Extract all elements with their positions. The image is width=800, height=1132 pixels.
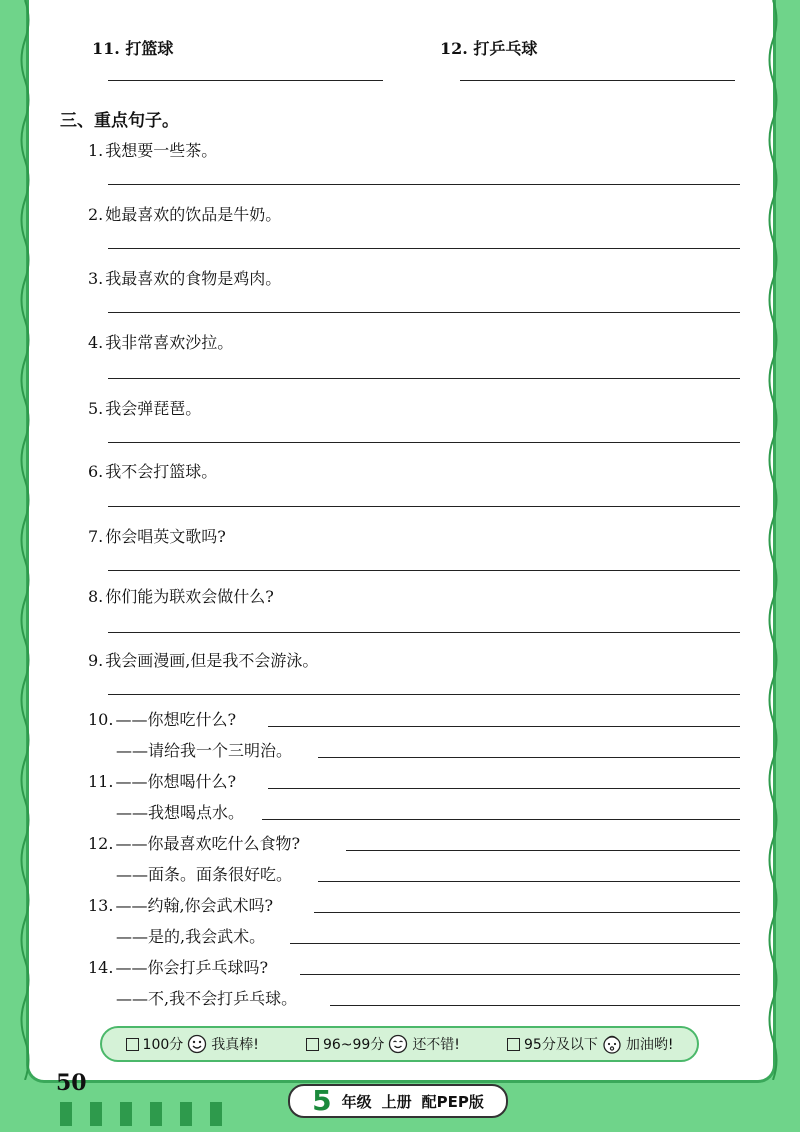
answer-line-top-11[interactable] <box>108 80 383 81</box>
grade-label: 年级 <box>341 1092 372 1111</box>
grade-edition: 配PEP版 <box>421 1092 484 1111</box>
score-comment: 还不错! <box>412 1037 460 1053</box>
answer-line-7[interactable] <box>108 570 740 571</box>
happy-face-icon <box>187 1034 207 1054</box>
top-item-number: 12. <box>440 39 468 58</box>
score-checkbox-96-99[interactable] <box>306 1038 319 1051</box>
answer-line-14-a[interactable] <box>330 1005 740 1006</box>
score-comment: 我真棒! <box>211 1037 259 1053</box>
answer-line-11-q[interactable] <box>268 788 740 789</box>
top-item-text: 打篮球 <box>125 39 174 58</box>
score-comment: 加油哟! <box>625 1037 674 1053</box>
answer-line-10-q[interactable] <box>268 726 740 727</box>
dialogue-10-question: 10. ——你想吃什么? <box>88 710 237 729</box>
dialogue-14-answer: ——不,我不会打乒乓球。 <box>116 989 298 1008</box>
answer-line-12-q[interactable] <box>346 850 740 851</box>
sentence-5: 5. 我会弹琵琶。 <box>88 399 202 418</box>
dialogue-14-question: 14. ——你会打乒乓球吗? <box>88 958 269 977</box>
score-item-96-99 <box>306 1034 460 1054</box>
dialogue-13-question: 13. ——约翰,你会武术吗? <box>88 896 274 915</box>
sentence-1: 1. 我想要一些茶。 <box>88 141 218 160</box>
section-title: 三、重点句子。 <box>60 111 179 131</box>
dialogue-12-question: 12. ——你最喜欢吃什么食物? <box>88 834 301 853</box>
dialogue-10-answer: ——请给我一个三明治。 <box>116 741 293 760</box>
answer-line-11-a[interactable] <box>262 819 740 820</box>
score-range: 96~99分 <box>322 1037 385 1053</box>
score-checkbox-95-below[interactable] <box>507 1038 520 1051</box>
sentence-4: 4. 我非常喜欢沙拉。 <box>88 333 234 352</box>
right-wave-border <box>766 0 780 1080</box>
answer-line-1[interactable] <box>108 184 740 185</box>
score-bar <box>100 1026 699 1062</box>
grade-tag <box>288 1084 508 1118</box>
decorative-stripes <box>60 1098 230 1128</box>
left-wave-border <box>18 0 32 1080</box>
answer-line-4[interactable] <box>108 378 740 379</box>
top-item-11 <box>92 36 173 59</box>
cheer-face-icon <box>602 1034 622 1054</box>
top-item-text: 打乒乓球 <box>473 39 538 58</box>
sentence-7: 7. 你会唱英文歌吗? <box>88 527 226 546</box>
sentence-8: 8. 你们能为联欢会做什么? <box>88 587 274 606</box>
score-item-100 <box>126 1034 259 1054</box>
top-item-number: 11. <box>92 39 120 58</box>
sentence-9: 9. 我会画漫画,但是我不会游泳。 <box>88 651 319 670</box>
answer-line-9[interactable] <box>108 694 740 695</box>
dialogue-11-answer: ——我想喝点水。 <box>116 803 245 822</box>
dialogue-13-answer: ——是的,我会武术。 <box>116 927 266 946</box>
sentence-3: 3. 我最喜欢的食物是鸡肉。 <box>88 269 282 288</box>
answer-line-14-q[interactable] <box>300 974 740 975</box>
dialogue-11-question: 11. ——你想喝什么? <box>88 772 237 791</box>
answer-line-13-a[interactable] <box>290 943 740 944</box>
answer-line-6[interactable] <box>108 506 740 507</box>
score-checkbox-100[interactable] <box>126 1038 139 1051</box>
answer-line-8[interactable] <box>108 632 740 633</box>
smile-face-icon <box>388 1034 408 1054</box>
answer-line-2[interactable] <box>108 248 740 249</box>
grade-number: 5 <box>312 1084 332 1117</box>
answer-line-top-12[interactable] <box>460 80 735 81</box>
score-range: 95分及以下 <box>524 1037 598 1053</box>
answer-line-5[interactable] <box>108 442 740 443</box>
sentence-2: 2. 她最喜欢的饮品是牛奶。 <box>88 205 282 224</box>
grade-volume: 上册 <box>381 1092 412 1111</box>
score-item-95-below <box>507 1034 673 1054</box>
page-number: 50 <box>56 1070 87 1096</box>
score-range: 100分 <box>142 1037 184 1053</box>
answer-line-3[interactable] <box>108 312 740 313</box>
answer-line-10-a[interactable] <box>318 757 740 758</box>
sentence-6: 6. 我不会打篮球。 <box>88 462 218 481</box>
answer-line-12-a[interactable] <box>318 881 740 882</box>
top-item-12 <box>440 36 537 59</box>
answer-line-13-q[interactable] <box>314 912 740 913</box>
dialogue-12-answer: ——面条。面条很好吃。 <box>116 865 293 884</box>
